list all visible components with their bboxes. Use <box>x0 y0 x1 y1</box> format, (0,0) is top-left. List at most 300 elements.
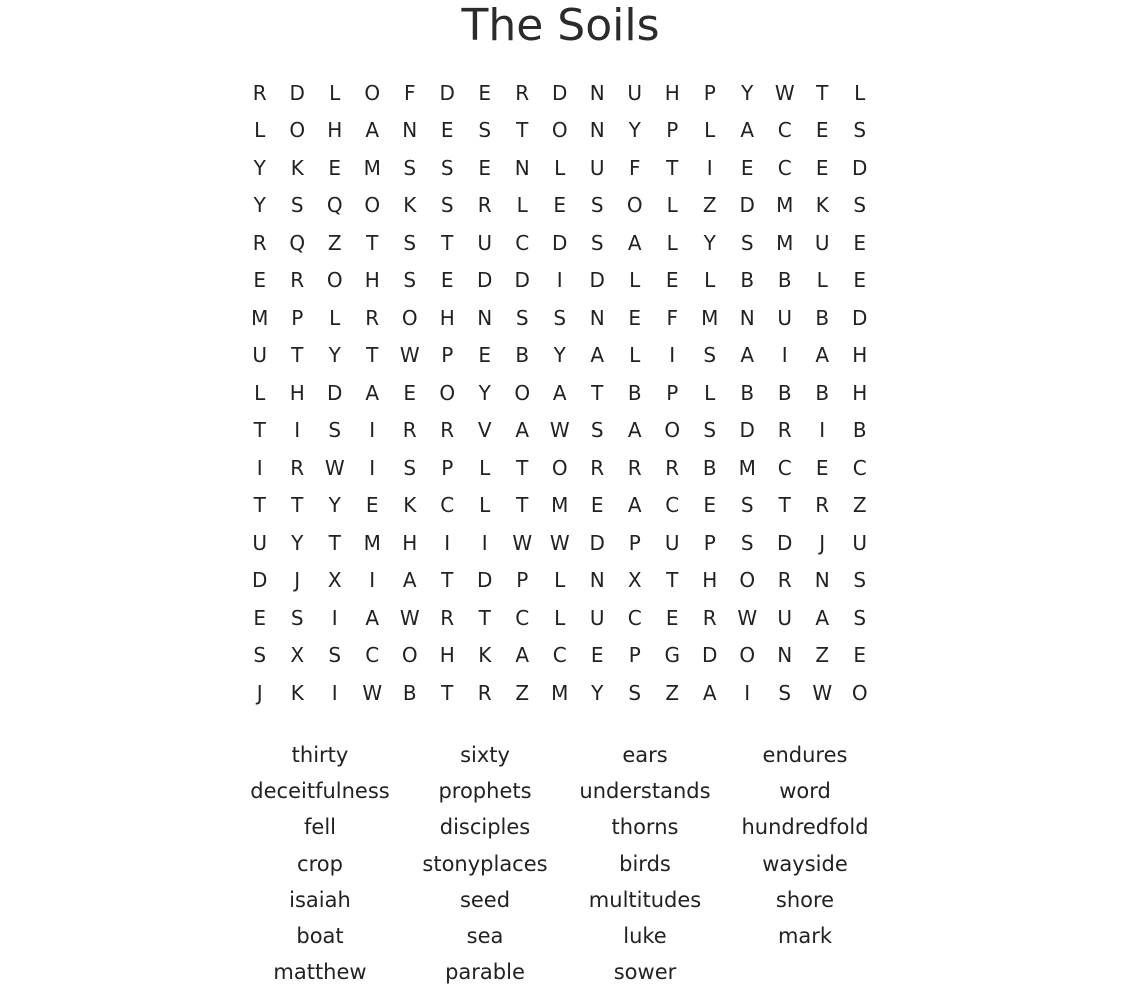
grid-letter: W <box>399 605 420 630</box>
grid-letter: W <box>399 343 420 368</box>
word-list-item: crop <box>297 851 343 876</box>
grid-letter: B <box>740 268 755 293</box>
grid-letter: T <box>591 380 604 405</box>
word-list-item: fell <box>304 815 336 840</box>
grid-letter: D <box>514 268 530 293</box>
grid-letter: O <box>401 305 418 330</box>
grid-letter: P <box>703 80 716 105</box>
word-list-item: mark <box>777 924 833 949</box>
grid-letter: L <box>254 118 266 143</box>
grid-letter: S <box>740 530 754 555</box>
word-list-item: understands <box>579 779 711 804</box>
grid-letter: T <box>328 530 341 555</box>
word-list-item: luke <box>623 924 667 949</box>
grid-letter: Z <box>852 493 867 518</box>
grid-letter: S <box>290 193 304 218</box>
grid-letter: E <box>590 493 604 518</box>
grid-letter: W <box>549 418 570 443</box>
grid-letter: E <box>628 305 642 330</box>
grid-letter: A <box>740 343 755 368</box>
grid-letter: H <box>852 343 868 368</box>
grid-letter: Z <box>327 230 342 255</box>
word-list-item: seed <box>459 887 511 912</box>
grid-letter: C <box>627 605 642 630</box>
grid-letter: B <box>402 680 417 705</box>
grid-letter: Z <box>665 680 680 705</box>
grid-letter: L <box>629 343 641 368</box>
grid-letter: E <box>478 80 492 105</box>
grid-letter: S <box>403 268 417 293</box>
grid-letter: L <box>329 305 341 330</box>
grid-letter: W <box>362 680 383 705</box>
grid-letter: S <box>328 643 342 668</box>
grid-letter: O <box>289 118 306 143</box>
grid-letter: A <box>365 118 380 143</box>
grid-letter: Y <box>703 230 716 255</box>
grid-letter: D <box>589 268 605 293</box>
grid-letter: S <box>253 643 267 668</box>
grid-letter: J <box>294 568 301 593</box>
grid-letter: E <box>665 605 679 630</box>
grid-letter: D <box>477 568 493 593</box>
grid-letter: E <box>440 118 454 143</box>
grid-letter: B <box>740 380 755 405</box>
word-list <box>240 737 888 990</box>
grid-letter: C <box>365 643 380 668</box>
grid-letter: L <box>704 268 716 293</box>
grid-letter: S <box>853 118 867 143</box>
grid-letter: A <box>627 493 642 518</box>
grid-letter: W <box>812 680 833 705</box>
grid-letter: D <box>552 230 568 255</box>
grid-letter: R <box>402 418 417 443</box>
grid-letter: D <box>252 568 268 593</box>
grid-letter: E <box>328 155 342 180</box>
grid-letter: B <box>515 343 530 368</box>
grid-letter: W <box>774 80 795 105</box>
grid-letter: U <box>589 605 605 630</box>
grid-letter: L <box>704 118 716 143</box>
grid-letter: B <box>815 305 830 330</box>
grid-letter: L <box>254 380 266 405</box>
grid-letter: A <box>515 418 530 443</box>
grid-letter: K <box>815 193 829 218</box>
grid-letter: R <box>627 455 642 480</box>
grid-letter: S <box>403 455 417 480</box>
grid-letter: M <box>363 155 381 180</box>
grid-letter: P <box>441 343 454 368</box>
grid-letter: T <box>291 493 304 518</box>
grid-letter: E <box>403 380 417 405</box>
grid-letter: O <box>664 418 681 443</box>
grid-letter: M <box>251 305 269 330</box>
grid-letter: R <box>815 493 830 518</box>
word-list-item: prophets <box>438 779 532 804</box>
grid-letter: J <box>256 680 263 705</box>
grid-letter: C <box>777 118 792 143</box>
grid-letter: S <box>778 680 792 705</box>
grid-letter: S <box>403 155 417 180</box>
grid-letter: Y <box>478 380 491 405</box>
grid-letter: R <box>252 230 267 255</box>
grid-letter: G <box>664 643 680 668</box>
grid-letter: R <box>477 193 492 218</box>
grid-letter: U <box>777 305 793 330</box>
grid-letter: S <box>590 418 604 443</box>
grid-letter: I <box>369 568 376 593</box>
grid-letter: M <box>776 193 794 218</box>
grid-letter: R <box>777 418 792 443</box>
word-list-item: parable <box>445 960 525 985</box>
grid-letter: B <box>702 455 717 480</box>
grid-letter: N <box>589 568 605 593</box>
grid-letter: I <box>706 155 713 180</box>
grid-letter: E <box>815 155 829 180</box>
grid-letter: H <box>439 305 455 330</box>
grid-letter: L <box>516 193 528 218</box>
grid-letter: Y <box>553 343 566 368</box>
grid-letter: H <box>664 80 680 105</box>
grid-letter: M <box>701 305 719 330</box>
grid-letter: O <box>851 680 868 705</box>
word-list-item: boat <box>296 924 344 949</box>
grid-letter: I <box>481 530 488 555</box>
grid-letter: S <box>853 568 867 593</box>
word-list-item: disciples <box>439 815 531 840</box>
grid-letter: E <box>665 268 679 293</box>
grid-letter: R <box>702 605 717 630</box>
grid-letter: N <box>814 568 830 593</box>
grid-letter: U <box>627 80 643 105</box>
grid-letter: S <box>328 418 342 443</box>
grid-letter: W <box>737 605 758 630</box>
grid-letter: D <box>739 193 755 218</box>
grid-letter: B <box>627 380 642 405</box>
grid-letter: Y <box>741 80 754 105</box>
grid-letter: E <box>440 268 454 293</box>
grid-letter: L <box>816 268 828 293</box>
grid-letter: D <box>852 305 868 330</box>
grid-letter: S <box>628 680 642 705</box>
grid-letter: H <box>327 118 343 143</box>
grid-letter: H <box>439 643 455 668</box>
grid-letter: H <box>364 268 380 293</box>
grid-letter: T <box>366 230 379 255</box>
grid-letter: X <box>627 568 642 593</box>
word-list-item: stonyplaces <box>422 851 548 876</box>
grid-letter: Y <box>253 155 266 180</box>
grid-letter: D <box>589 530 605 555</box>
grid-letter: H <box>402 530 418 555</box>
word-list-item: sower <box>613 960 677 985</box>
grid-letter: R <box>515 80 530 105</box>
grid-letter: Y <box>291 530 304 555</box>
word-list-item: multitudes <box>588 887 702 912</box>
grid-letter: O <box>326 268 343 293</box>
grid-letter: I <box>781 343 788 368</box>
grid-letter: Z <box>815 643 830 668</box>
grid-letter: Z <box>515 680 530 705</box>
grid-letter: T <box>516 118 529 143</box>
grid-letter: C <box>852 455 867 480</box>
grid-letter: L <box>554 568 566 593</box>
grid-letter: N <box>589 80 605 105</box>
grid-letter: R <box>290 268 305 293</box>
grid-letter: N <box>589 305 605 330</box>
grid-letter: T <box>441 230 454 255</box>
grid-letter: P <box>666 380 679 405</box>
grid-letter: S <box>853 193 867 218</box>
word-list-item: isaiah <box>289 887 351 912</box>
grid-letter: S <box>740 230 754 255</box>
grid-letter: U <box>252 530 268 555</box>
grid-letter: P <box>628 643 641 668</box>
grid-letter: N <box>514 155 530 180</box>
grid-letter: O <box>626 193 643 218</box>
grid-letter: E <box>815 455 829 480</box>
grid-letter: T <box>291 343 304 368</box>
word-list-item: wayside <box>762 851 848 876</box>
grid-letter: D <box>327 380 343 405</box>
grid-letter: X <box>327 568 342 593</box>
grid-letter: O <box>739 643 756 668</box>
grid-letter: D <box>852 155 868 180</box>
grid-letter: O <box>364 193 381 218</box>
grid-letter: N <box>402 118 418 143</box>
grid-letter: R <box>365 305 380 330</box>
grid-letter: T <box>441 680 454 705</box>
word-list-item: sixty <box>460 743 510 768</box>
grid-letter: U <box>252 343 268 368</box>
grid-letter: C <box>515 605 530 630</box>
grid-letter: K <box>290 155 304 180</box>
grid-letter: A <box>702 680 717 705</box>
word-list-item: thorns <box>611 815 679 840</box>
grid-letter: N <box>477 305 493 330</box>
grid-letter: N <box>739 305 755 330</box>
grid-letter: R <box>290 455 305 480</box>
grid-letter: U <box>814 230 830 255</box>
grid-letter: M <box>551 680 569 705</box>
grid-letter: N <box>777 643 793 668</box>
grid-letter: L <box>666 193 678 218</box>
grid-letter: T <box>666 568 679 593</box>
word-list-item: birds <box>619 851 671 876</box>
grid-letter: A <box>402 568 417 593</box>
grid-letter: R <box>440 418 455 443</box>
grid-letter: Y <box>253 193 266 218</box>
grid-letter: R <box>665 455 680 480</box>
grid-letter: A <box>815 343 830 368</box>
grid-letter: H <box>702 568 718 593</box>
grid-letter: H <box>852 380 868 405</box>
grid-letter: C <box>515 230 530 255</box>
grid-letter: P <box>703 530 716 555</box>
grid-letter: P <box>441 455 454 480</box>
grid-letter: I <box>369 455 376 480</box>
grid-letter: L <box>854 80 866 105</box>
grid-letter: R <box>440 605 455 630</box>
grid-letter: C <box>777 155 792 180</box>
grid-letter: S <box>478 118 492 143</box>
grid-letter: O <box>401 643 418 668</box>
grid-letter: T <box>516 493 529 518</box>
grid-letter: I <box>669 343 676 368</box>
grid-letter: B <box>815 380 830 405</box>
grid-letter: L <box>666 230 678 255</box>
grid-letter: Y <box>328 493 341 518</box>
grid-letter: T <box>478 605 491 630</box>
grid-letter: K <box>290 680 304 705</box>
grid-letter: I <box>256 455 263 480</box>
grid-letter: S <box>440 155 454 180</box>
grid-letter: A <box>627 230 642 255</box>
word-list-item: hundredfold <box>741 815 869 840</box>
grid-letter: J <box>819 530 826 555</box>
grid-letter: O <box>551 455 568 480</box>
grid-letter: I <box>331 605 338 630</box>
grid-letter: O <box>551 118 568 143</box>
word-list-item: deceitfulness <box>250 779 390 804</box>
grid-letter: A <box>515 643 530 668</box>
grid-letter: M <box>738 455 756 480</box>
grid-letter: E <box>253 605 267 630</box>
grid-letter: B <box>777 268 792 293</box>
grid-letter: P <box>516 568 529 593</box>
grid-letter: U <box>777 605 793 630</box>
grid-letter: M <box>363 530 381 555</box>
grid-letter: T <box>441 568 454 593</box>
word-list-item: endures <box>762 743 848 768</box>
grid-letter: S <box>440 193 454 218</box>
grid-letter: B <box>852 418 867 443</box>
grid-letter: W <box>512 530 533 555</box>
grid-letter: E <box>253 268 267 293</box>
grid-letter: E <box>853 268 867 293</box>
grid-letter: E <box>740 155 754 180</box>
grid-letter: L <box>704 380 716 405</box>
word-list-item: thirty <box>291 743 349 768</box>
grid-letter: L <box>329 80 341 105</box>
grid-letter: S <box>290 605 304 630</box>
grid-letter: A <box>815 605 830 630</box>
grid-letter: O <box>514 380 531 405</box>
grid-letter: U <box>852 530 868 555</box>
grid-letter: T <box>253 493 266 518</box>
grid-letter: C <box>552 643 567 668</box>
grid-letter: S <box>703 418 717 443</box>
grid-letter: F <box>403 80 416 105</box>
grid-letter: T <box>366 343 379 368</box>
grid-letter: H <box>289 380 305 405</box>
grid-letter: L <box>629 268 641 293</box>
grid-letter: S <box>703 343 717 368</box>
grid-letter: O <box>439 380 456 405</box>
grid-letter: S <box>740 493 754 518</box>
grid-letter: Y <box>628 118 641 143</box>
grid-letter: C <box>440 493 455 518</box>
grid-letter: T <box>253 418 266 443</box>
grid-letter: S <box>853 605 867 630</box>
grid-letter: E <box>703 493 717 518</box>
word-list-item: shore <box>775 887 835 912</box>
grid-letter: Z <box>702 193 717 218</box>
grid-letter: S <box>515 305 529 330</box>
letter-grid <box>241 74 878 712</box>
grid-letter: V <box>477 418 492 443</box>
grid-letter: T <box>516 455 529 480</box>
grid-letter: O <box>364 80 381 105</box>
word-list-item: word <box>779 779 831 804</box>
word-list-item: matthew <box>273 960 367 985</box>
grid-letter: I <box>369 418 376 443</box>
grid-letter: E <box>365 493 379 518</box>
grid-letter: T <box>778 493 791 518</box>
grid-letter: D <box>739 418 755 443</box>
grid-letter: C <box>665 493 680 518</box>
grid-letter: S <box>553 305 567 330</box>
grid-letter: E <box>590 643 604 668</box>
grid-letter: T <box>666 155 679 180</box>
grid-letter: K <box>403 493 417 518</box>
grid-letter: D <box>777 530 793 555</box>
grid-letter: R <box>777 568 792 593</box>
grid-letter: D <box>477 268 493 293</box>
grid-letter: Y <box>328 343 341 368</box>
grid-letter: I <box>331 680 338 705</box>
grid-letter: I <box>744 680 751 705</box>
grid-letter: U <box>664 530 680 555</box>
grid-letter: E <box>478 155 492 180</box>
grid-letter: P <box>666 118 679 143</box>
grid-letter: U <box>589 155 605 180</box>
page-title: The Soils <box>461 0 660 51</box>
grid-letter: A <box>552 380 567 405</box>
grid-letter: R <box>477 680 492 705</box>
grid-letter: P <box>628 530 641 555</box>
grid-letter: L <box>479 455 491 480</box>
grid-letter: M <box>551 493 569 518</box>
grid-letter: N <box>589 118 605 143</box>
grid-letter: R <box>590 455 605 480</box>
grid-letter: E <box>815 118 829 143</box>
grid-letter: E <box>553 193 567 218</box>
grid-letter: S <box>590 230 604 255</box>
grid-letter: U <box>477 230 493 255</box>
grid-letter: P <box>291 305 304 330</box>
grid-letter: S <box>403 230 417 255</box>
grid-letter: B <box>777 380 792 405</box>
grid-letter: L <box>479 493 491 518</box>
grid-letter: K <box>403 193 417 218</box>
grid-letter: D <box>702 643 718 668</box>
grid-letter: A <box>365 605 380 630</box>
grid-letter: C <box>777 455 792 480</box>
grid-letter: Y <box>591 680 604 705</box>
grid-letter: X <box>290 643 305 668</box>
grid-letter: A <box>365 380 380 405</box>
grid-letter: I <box>294 418 301 443</box>
grid-letter: O <box>739 568 756 593</box>
grid-letter: I <box>444 530 451 555</box>
grid-letter: E <box>478 343 492 368</box>
grid-letter: I <box>556 268 563 293</box>
grid-letter: A <box>740 118 755 143</box>
grid-letter: W <box>324 455 345 480</box>
grid-letter: L <box>554 605 566 630</box>
grid-letter: Q <box>326 193 343 218</box>
grid-letter: D <box>439 80 455 105</box>
